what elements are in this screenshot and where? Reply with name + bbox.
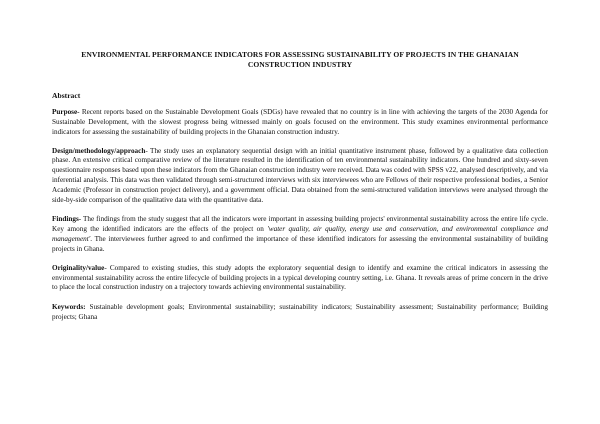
originality-label: Originality/value: [52, 263, 105, 272]
keywords-text: Sustainable development goals; Environmental sustainability; sustainability indicators; Sustainability assessment; Sustainability performance; Building projects; Ghana: [52, 303, 548, 322]
findings-italic-text: 'water quality, air quality, energy use and conservation, and environmental compliance and management': [52, 224, 548, 243]
findings-text-before: - The findings from the study suggest that all the indicators were important in assessing building projects' environmental sustainability across the entire life cycle. Key among the identified indicators are the effects of the project on: [52, 214, 548, 233]
document-page: [52, 50, 548, 332]
originality-text: - Compared to existing studies, this study adopts the exploratory sequential design to identify and examine the critical indicators in assessing the environmental sustainability across the entire lifecycle of building projects in a typical developing country setting, i.e. Ghana. It reveals areas of prime concern in the drive to place the local construction industry on a trajectory towards achieving environmental sustainability.: [52, 263, 548, 292]
design-paragraph: [52, 147, 548, 206]
findings-text-after: . The interviewees further agreed to and confirmed the importance of these identified indicators for assessing the environmental sustainability of building projects in Ghana.: [52, 234, 548, 253]
findings-label: Findings: [52, 214, 79, 223]
keywords-paragraph: [52, 303, 548, 323]
purpose-label: Purpose-: [52, 107, 80, 116]
paper-title: ENVIRONMENTAL PERFORMANCE INDICATORS FOR ASSESSING SUSTAINABILITY OF PROJECTS IN THE GHANAIAN CONSTRUCTION INDUSTRY: [81, 50, 519, 70]
purpose-text: Recent reports based on the Sustainable Development Goals (SDGs) have revealed that no country is in line with achieving the targets of the 2030 Agenda for Sustainable Development, with the slowest progress being witnessed mainly on goals focused on the environment. This study examines environmental performance indicators for assessing the sustainability of building projects in the Ghanaian construction industry.: [52, 107, 548, 136]
design-label: Design/methodology/approach: [52, 146, 146, 155]
purpose-paragraph: [52, 108, 548, 138]
findings-paragraph: [52, 215, 548, 255]
abstract-heading: Abstract: [52, 90, 81, 100]
keywords-label: Keywords:: [52, 303, 86, 312]
originality-paragraph: [52, 264, 548, 294]
design-text: - The study uses an explanatory sequential design with an initial quantitative instrument phase, followed by a qualitative data collection phase. An extensive critical comparative review of the literature resulted in the identification of ten environmental sustainability indicators. One hundred and sixty-seven questionnaire responses based upon these indicators from the Ghanaian construction industry were received. Data was coded with SPSS v22, analysed descriptively, and via inferential analysis. This data was then validated through semi-structured interviews with six interviewees who are Fellows of their respective professional bodies, a Senior Academic (Professor in construction project delivery), and a government official. Data obtained from the semi-structured validation interviews were analysed through the side-by-side comparison of the qualitative data with the quantitative data.: [52, 146, 548, 205]
